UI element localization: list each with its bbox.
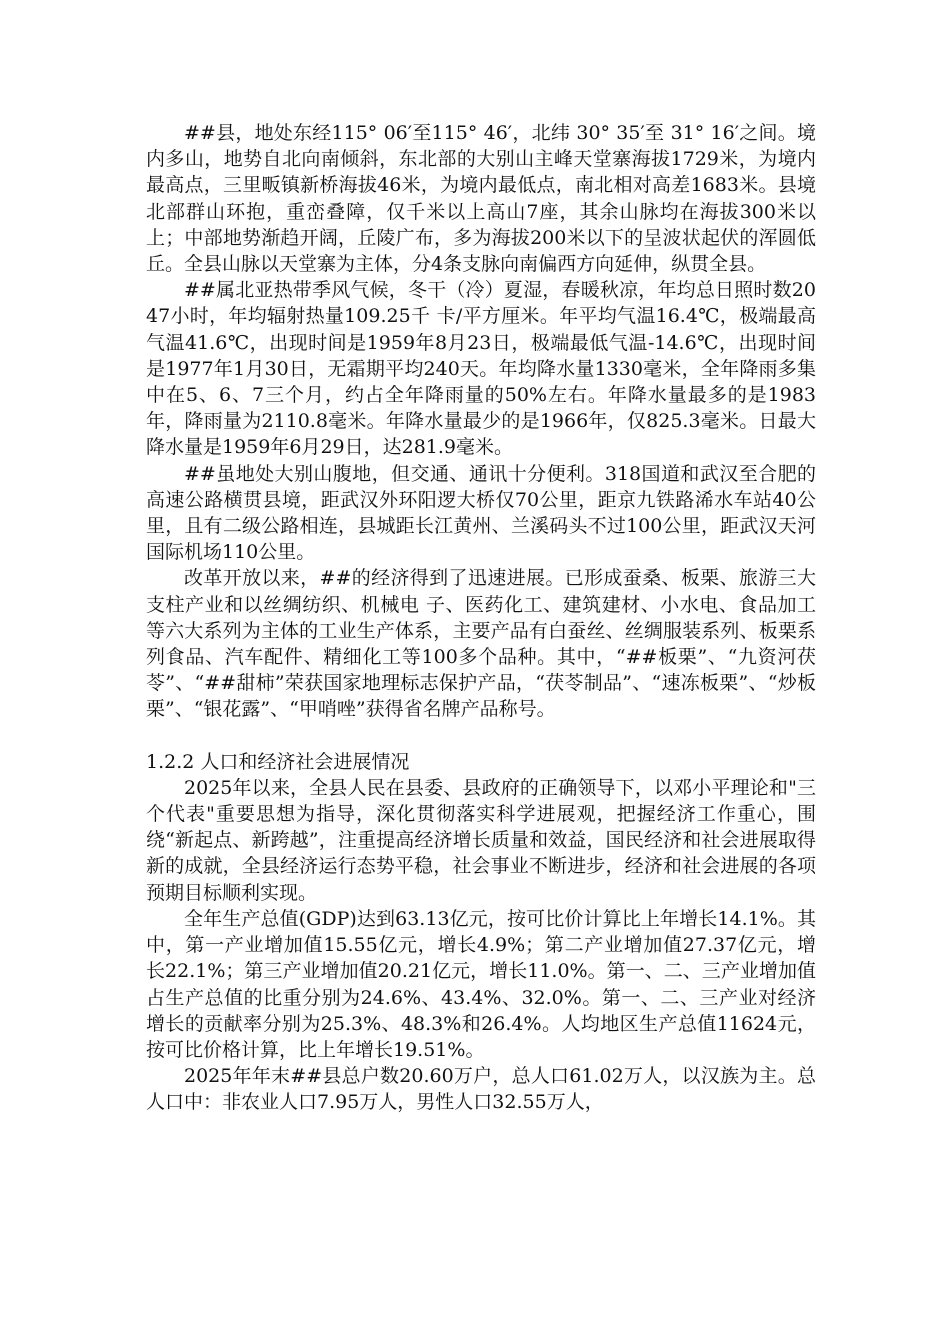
paragraph-population: 2025年年末##县总户数20.60万户，总人口61.02万人，以汉族为主。总人口中：非农业人口7.95万人，男性人口32.55万人， (146, 1065, 816, 1114)
paragraph-development-overview: 2025年以来，全县人民在县委、县政府的正确领导下，以邓小平理论和"三个代表"重要思想为指导，深化贯彻落实科学进展观，把握经济工作重心，围绕“新起点、新跨越”，注重提高经济增长质量和效益，国民经济和社会进展取得新的成就，全县经济运行态势平稳，社会事业不断进步，经济和社会进展的各项预期目标顺利实现。 (146, 776, 816, 904)
paragraph-transport: ##虽地处大别山腹地，但交通、通讯十分便利。318国道和武汉至合肥的高速公路横贯县境，距武汉外环阳逻大桥仅70公里，距京九铁路浠水车站40公里，且有二级公路相连，县城距长江黄州、兰溪码头不过100公里，距武汉天河国际机场110公里。 (146, 462, 816, 564)
document-page (146, 120, 816, 1116)
section-heading: 1.2.2 人口和经济社会进展情况 (146, 750, 410, 773)
paragraph-geography: ##县，地处东经115° 06′至115° 46′，北纬 30° 35′至 31° 16′之间。境内多山，地势自北向南倾斜，东北部的大别山主峰天堂寨海拔1729米，为境内最高点，三里畈镇新桥海拔46米，为境内最低点，南北相对高差1683米。县境北部群山环抱，重峦叠障，仅千米以上高山7座，其余山脉均在海拔300米以上；中部地势渐趋开阔，丘陵广布，多为海拔200米以下的呈波状起伏的浑圆低丘。全县山脉以天堂寨为主体，分4条支脉向南偏西方向延伸，纵贯全县。 (146, 122, 816, 276)
paragraph-gdp: 全年生产总值(GDP)达到63.13亿元，按可比价计算比上年增长14.1%。其中，第一产业增加值15.55亿元，增长4.9%；第二产业增加值27.37亿元，增长22.1%；第三产业增加值20.21亿元，增长11.0%。第一、二、三产业增加值占生产总值的比重分别为24.6%、43.4%、32.0%。第一、二、三产业对经济增长的贡献率分别为25.3%、48.3%和26.4%。人均地区生产总值11624元，按可比价格计算，比上年增长19.51%。 (146, 907, 816, 1061)
paragraph-climate: ##属北亚热带季风气候，冬干（冷）夏湿，春暖秋凉，年均总日照时数2047小时，年均辐射热量109.25千 卡/平方厘米。年平均气温16.4℃，极端最高气温41.6℃，出现时间是1959年8月23日，极端最低气温-14.6℃，出现时间是1977年1月30日，无霜期平均240天。年均降水量1330毫米，全年降雨多集中在5、6、7三个月，约占全年降雨量的50%左右。年降水量最多的是1983年，降雨量为2110.8毫米。年降水量最少的是1966年，仅825.3毫米。日最大降水量是1959年6月29日，达281.9毫米。 (146, 279, 816, 459)
paragraph-economy-reform: 改革开放以来，##的经济得到了迅速进展。已形成蚕桑、板栗、旅游三大支柱产业和以丝绸纺织、机械电 子、医药化工、建筑建材、小水电、食品加工等六大系列为主体的工业生产体系，主要产品有白蚕丝、丝绸服装系列、板栗系列食品、汽车配件、精细化工等100多个品种。其中，“##板栗”、“九资河茯苓”、“##甜柿”荣获国家地理标志保护产品，“茯苓制品”、“速冻板栗”、“炒板栗”、“银花露”、“甲哨唑”获得省名牌产品称号。 (146, 567, 816, 721)
